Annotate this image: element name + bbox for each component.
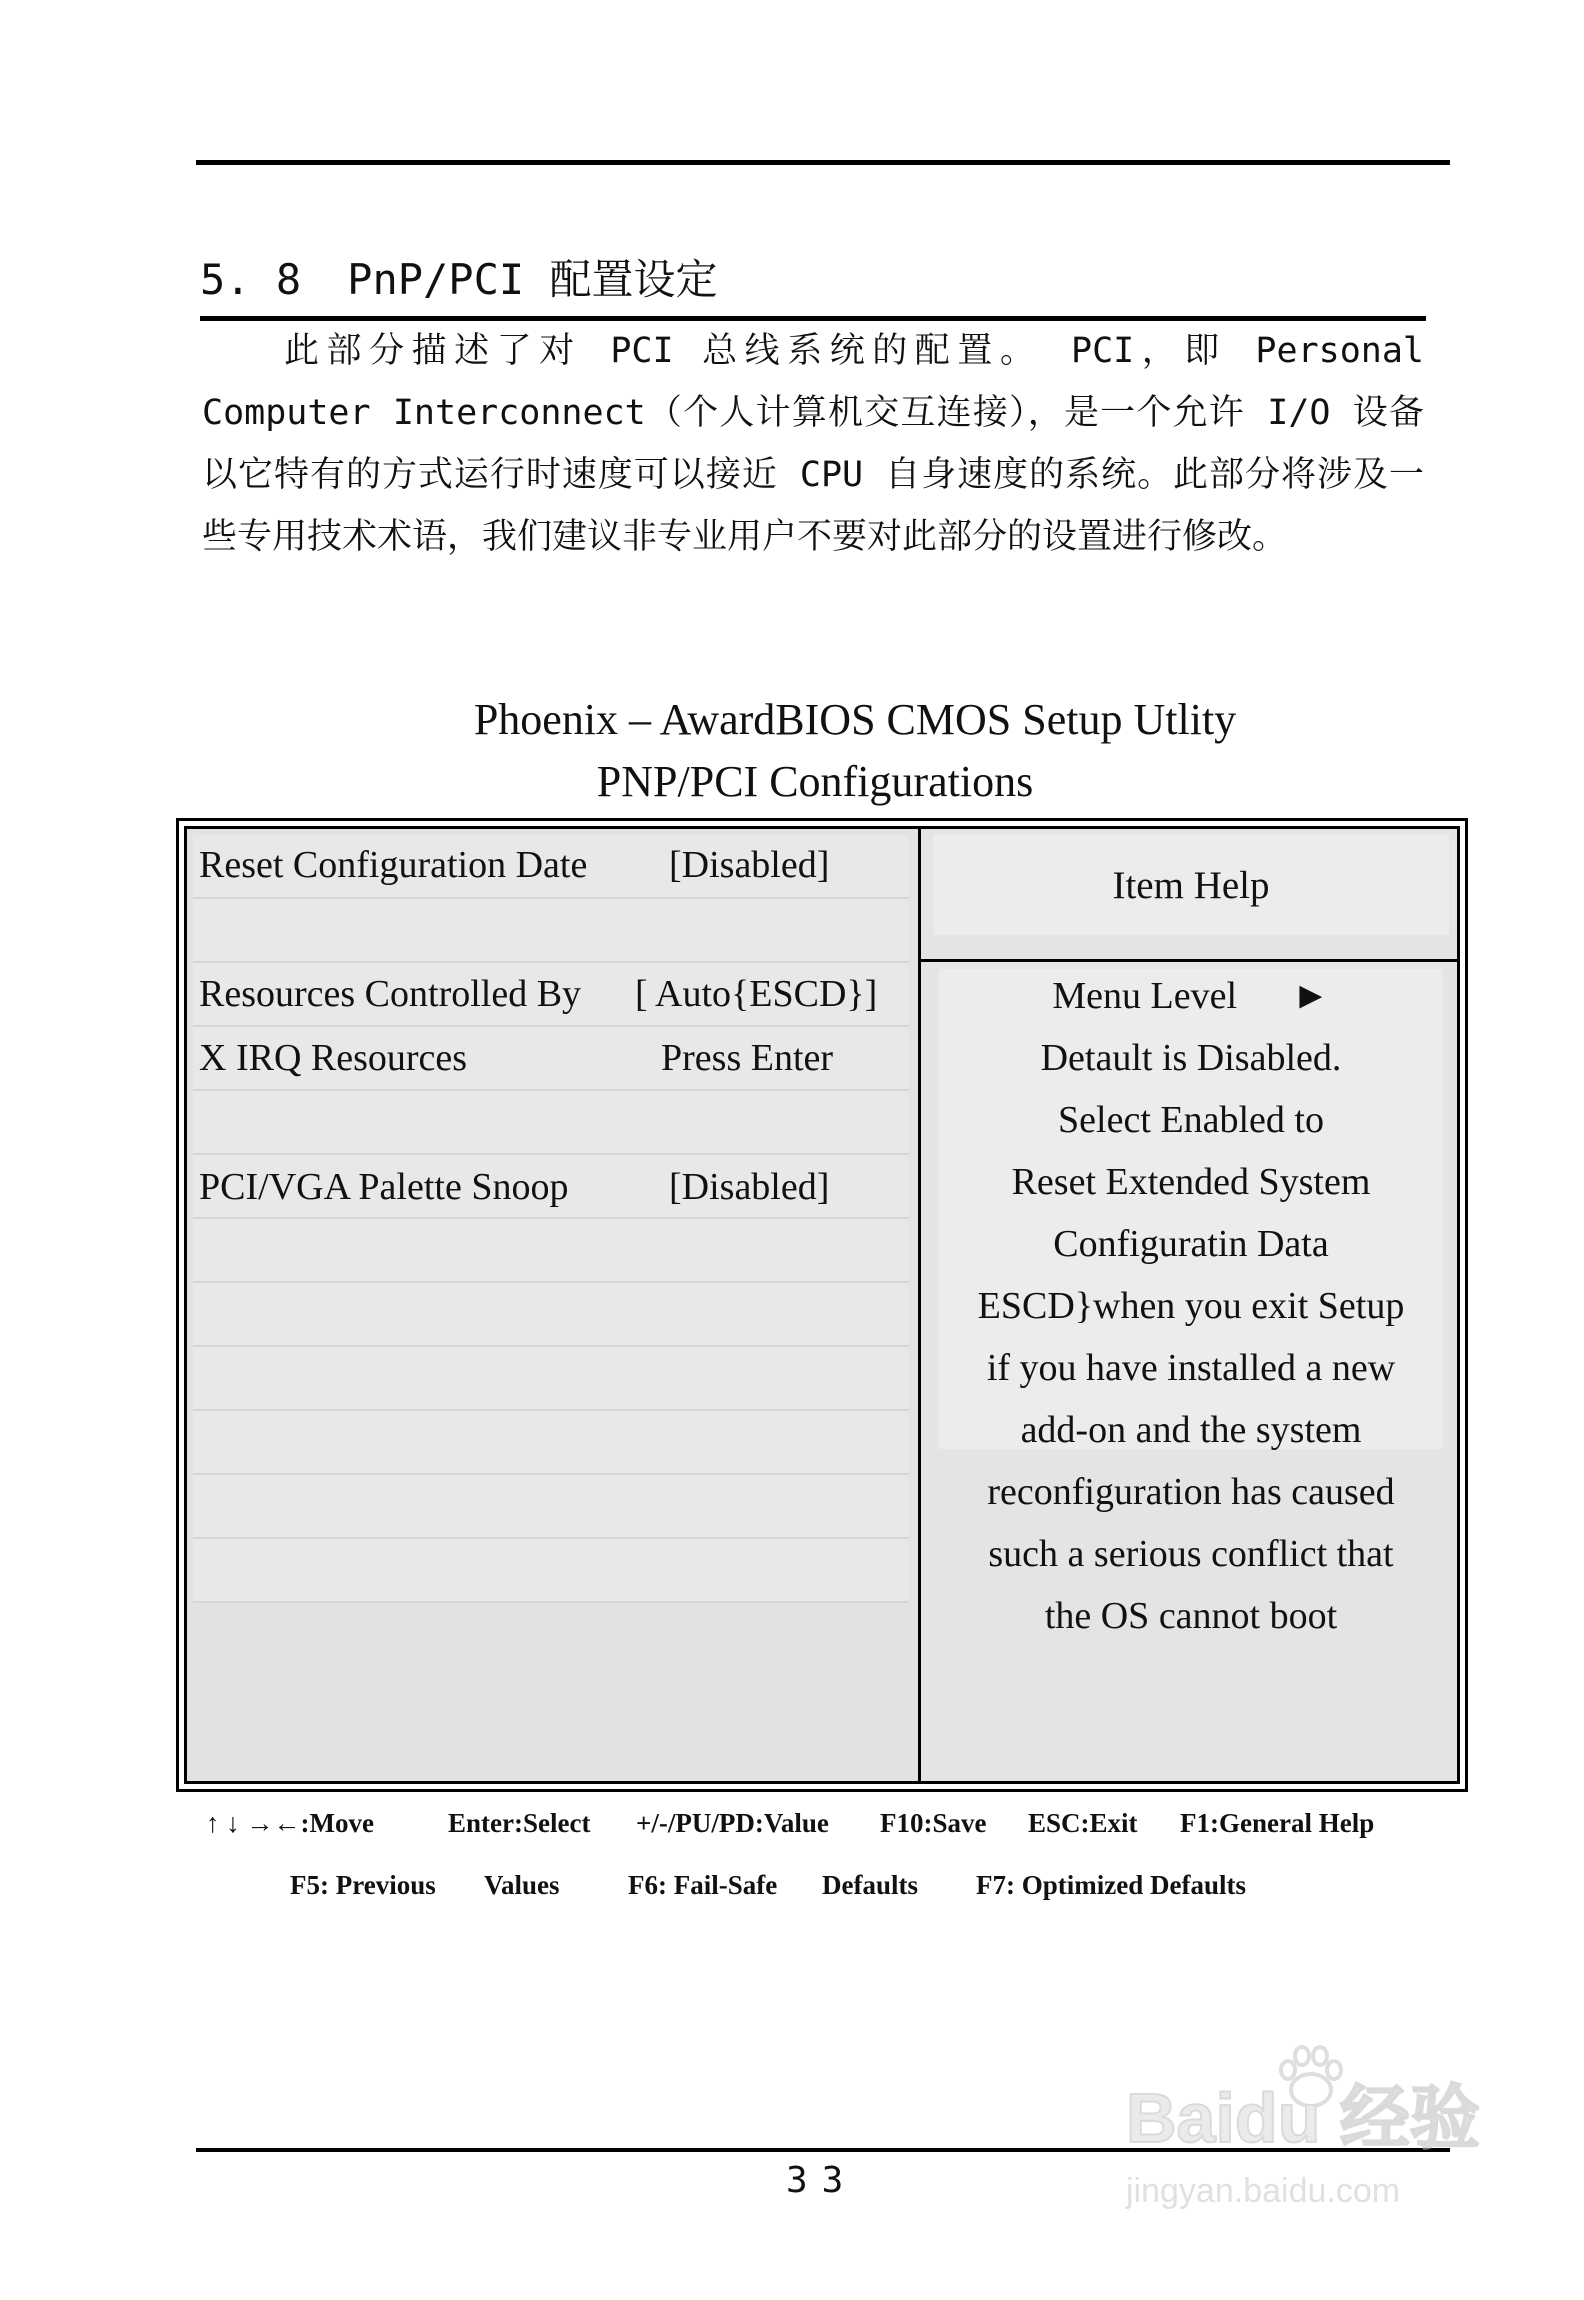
section-title: PnP/PCI 配置设定 — [347, 255, 718, 304]
setting-pci-vga-palette-snoop[interactable] — [199, 1159, 909, 1215]
menu-level-arrow-icon: ► — [1292, 975, 1330, 1017]
top-rule — [196, 160, 1450, 165]
key-f5-values: Values — [484, 1870, 560, 1900]
help-body — [939, 969, 1443, 1637]
key-value: +/-/PU/PD:Value — [636, 1808, 829, 1838]
item-help-pane — [921, 829, 1457, 1781]
section-heading — [200, 250, 1426, 321]
watermark-url: jingyan.baidu.com — [1126, 2172, 1401, 2210]
row-stripe — [193, 1347, 909, 1411]
menu-level-label: Menu Level — [1052, 975, 1238, 1017]
setting-label: Resources Controlled By — [199, 973, 582, 1015]
row-stripe — [193, 1219, 909, 1283]
setting-x-irq-resources[interactable] — [199, 1030, 909, 1086]
settings-pane — [187, 829, 921, 1781]
bios-screen-title: PNP/PCI Configurations — [596, 757, 1034, 806]
setting-label: Reset Configuration Date — [199, 844, 588, 886]
help-line: add-on and the system — [1020, 1409, 1362, 1451]
help-line: if you have installed a new — [986, 1347, 1396, 1389]
key-f5-previous: F5: Previous — [290, 1870, 436, 1900]
intro-paragraph: 此部分描述了对 PCI 总线系统的配置。 PCI，即 Personal Computer Interconnect（个人计算机交互连接），是一个允许 I/O 设备以它特有的方式运行时速度可以接近 CPU 自身速度的系统。此部分将涉及一些专用技术术语，我们建议非专业用户不要对此部分的设置进行修改。 — [202, 331, 1424, 557]
help-line: Configuratin Data — [1053, 1223, 1329, 1265]
setting-value: [Disabled] — [669, 844, 830, 886]
item-help-header — [921, 829, 1457, 962]
setting-resources-controlled-by[interactable] — [199, 966, 909, 1022]
key-f10-save: F10:Save — [880, 1808, 987, 1838]
watermark-logo: Baidu 经验 — [1126, 2079, 1480, 2157]
key-f6-fail-safe: F6: Fail-Safe — [628, 1870, 778, 1900]
row-stripe — [193, 1539, 909, 1603]
key-esc-exit: ESC:Exit — [1028, 1808, 1138, 1838]
page-number: 33 — [786, 2160, 858, 2201]
baidu-jingyan-watermark — [1106, 2062, 1506, 2232]
help-line: Reset Extended System — [1011, 1161, 1371, 1203]
key-f6-defaults: Defaults — [822, 1870, 918, 1900]
row-stripe — [193, 1475, 909, 1539]
menu-level-line — [939, 965, 1443, 1027]
bios-inner-frame — [184, 826, 1460, 1784]
key-f1-help: F1:General Help — [1180, 1808, 1375, 1838]
item-help-box — [933, 835, 1449, 935]
key-f7-optimized: F7: Optimized Defaults — [976, 1870, 1246, 1900]
setting-value: [ Auto{ESCD}] — [635, 973, 878, 1015]
key-move: ↑ ↓ →←:Move — [206, 1808, 374, 1838]
item-help-title: Item Help — [1112, 864, 1270, 907]
key-enter-select: Enter:Select — [448, 1808, 591, 1838]
setting-value: [Disabled] — [669, 1166, 830, 1208]
help-line: Select Enabled to — [1058, 1099, 1324, 1141]
setting-label: PCI/VGA Palette Snoop — [199, 1166, 569, 1208]
row-stripe — [193, 1283, 909, 1347]
row-stripe — [193, 899, 909, 963]
setting-value: Press Enter — [661, 1037, 834, 1079]
setting-reset-configuration-data[interactable] — [199, 837, 909, 893]
help-line: the OS cannot boot — [1044, 1595, 1338, 1637]
help-line: such a serious conflict that — [988, 1533, 1394, 1575]
row-stripe — [193, 1411, 909, 1475]
section-number: 5. 8 — [200, 255, 302, 304]
row-stripe — [193, 1091, 909, 1155]
bios-screen — [176, 818, 1468, 1792]
help-line: Detault is Disabled. — [1040, 1037, 1342, 1079]
setting-label: X IRQ Resources — [199, 1037, 468, 1079]
bios-utility-title: Phoenix – AwardBIOS CMOS Setup Utlity — [473, 695, 1237, 744]
help-line: ESCD}when you exit Setup — [977, 1285, 1405, 1327]
help-line: reconfiguration has caused — [987, 1471, 1395, 1513]
